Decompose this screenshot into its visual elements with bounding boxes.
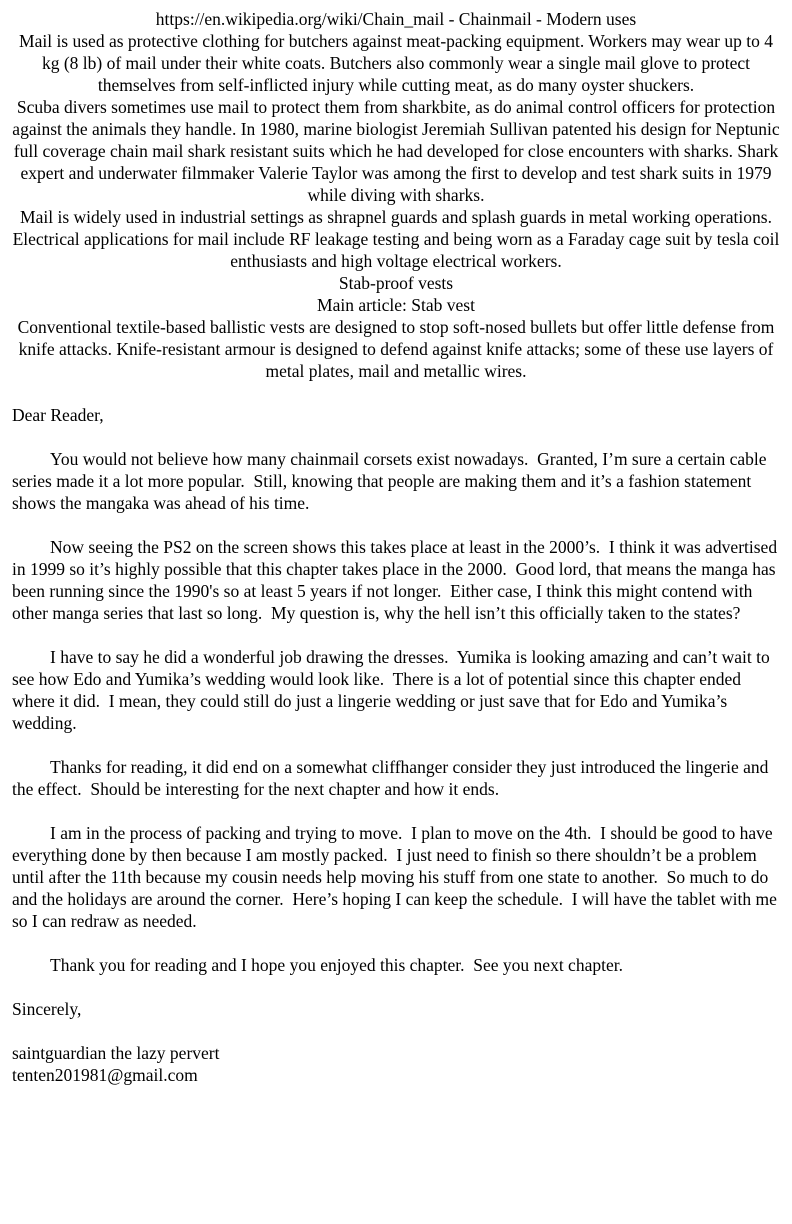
letter-paragraph: I am in the process of packing and trying to move. I plan to move on the 4th. I should be good to have everything done by then because I am mostly packed. I just need to finish so there shouldn’t be a problem until after the 11th because my cousin needs help moving his stuff from one state to another. So much to do and the holidays are around the corner. Here’s hoping I can keep the schedule. I will have the tablet with me so I can redraw as needed. (12, 823, 782, 931)
letter-paragraph: Now seeing the PS2 on the screen shows this takes place at least in the 2000’s. I think it was advertised in 1999 so it’s highly possible that this chapter takes place in the 2000. Good lord, that means the manga has been running since the 1990's so at least 5 years if not longer. Either case, I think this might contend with other manga series that last so long. My question is, why the hell isn’t this officially taken to the states? (12, 537, 782, 623)
letter-paragraph: Thank you for reading and I hope you enjoyed this chapter. See you next chapter. (50, 955, 623, 975)
salutation: Dear Reader, (12, 405, 104, 425)
letter-section (12, 404, 780, 1086)
source-line: https://en.wikipedia.org/wiki/Chain_mail - Chainmail - Modern uses (155, 9, 637, 29)
signature-name: saintguardian the lazy pervert (12, 1043, 220, 1063)
wiki-paragraph: Mail is used as protective clothing for butchers against meat-packing equipment. Workers may wear up to 4 kg (8 lb) of mail under their white coats. Butchers also commonly wear a single mail glove to protect themselves from self-inflicted injury while cutting meat, as do many oyster shuckers. (19, 31, 778, 95)
letter-paragraph: I have to say he did a wonderful job drawing the dresses. Yumika is looking amazing and can’t wait to see how Edo and Yumika’s wedding would look like. There is a lot of potential since this chapter ended where it did. I mean, they could still do just a lingerie wedding or just save that for Edo and Yumika’s wedding. (12, 647, 775, 733)
wiki-paragraph: Conventional textile-based ballistic vests are designed to stop soft-nosed bullets but offer little defense from knife attacks. Knife-resistant armour is designed to defend against knife attacks; some of these use layers of metal plates, mail and metallic wires. (17, 317, 779, 381)
wiki-paragraph: Mail is widely used in industrial settings as shrapnel guards and splash guards in metal working operations. (20, 207, 772, 227)
wiki-main-article-line: Main article: Stab vest (317, 295, 475, 315)
wiki-section-heading: Stab-proof vests (338, 273, 454, 293)
letter-paragraph: Thanks for reading, it did end on a somewhat cliffhanger consider they just introduced the lingerie and the effect. Should be interesting for the next chapter and how it ends. (12, 757, 773, 799)
wiki-excerpt-section (12, 8, 785, 382)
wiki-paragraph: Electrical applications for mail include RF leakage testing and being worn as a Faraday cage suit by tesla coil enthusiasts and high voltage electrical workers. (12, 229, 784, 271)
signature-email: tenten201981@gmail.com (12, 1065, 198, 1085)
closing: Sincerely, (12, 999, 82, 1019)
wiki-paragraph: Scuba divers sometimes use mail to protect them from sharkbite, as do animal control officers for protection against the animals they handle. In 1980, marine biologist Jeremiah Sullivan patented his design for Neptunic full coverage chain mail shark resistant suits which he had developed for close encounters with sharks. Shark expert and underwater filmmaker Valerie Taylor was among the first to develop and test shark suits in 1979 while diving with sharks. (12, 97, 785, 205)
letter-paragraph: You would not believe how many chainmail corsets exist nowadays. Granted, I’m sure a certain cable series made it a lot more popular. Still, knowing that people are making them and it’s a fashion statement shows the mangaka was ahead of his time. (12, 449, 771, 513)
